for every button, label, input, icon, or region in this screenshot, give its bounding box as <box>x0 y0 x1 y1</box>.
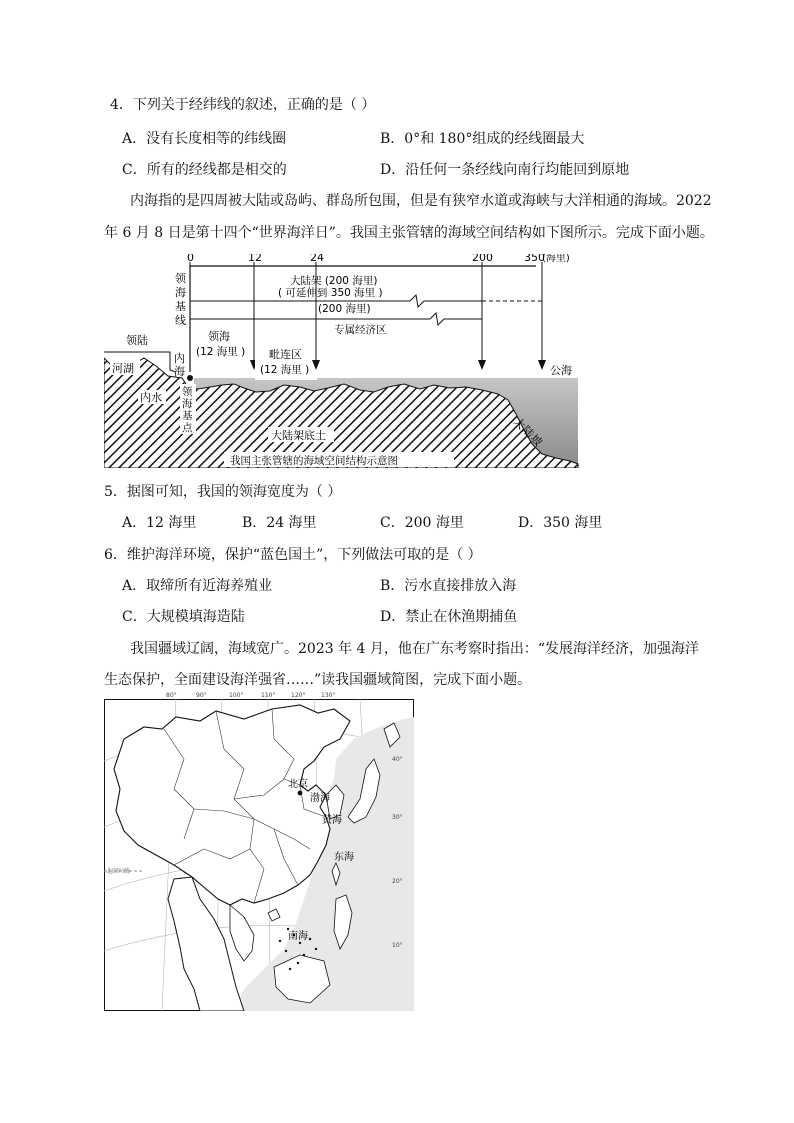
tick-label-12: 12 <box>248 254 262 264</box>
lon-label-110-top: 110° <box>261 692 276 699</box>
q4-option-a: A．没有长度相等的纬线圈 <box>122 131 287 147</box>
tick-label-350: 350 <box>524 254 545 264</box>
q6-option-b: B．污水直接排放入海 <box>380 578 517 594</box>
slope-char-1: 大 <box>510 414 528 432</box>
figure1-caption: 我国主张管辖的海域空间结构示意图 <box>230 455 398 467</box>
lon-label-80-top: 80° <box>166 692 177 699</box>
lat-30: 30° <box>392 814 403 821</box>
inner-water-label: 内水 <box>140 391 162 404</box>
shelf-break <box>410 295 424 307</box>
baseline-char-2: 海 <box>175 286 186 299</box>
lon-label-120-top: 120° <box>291 692 306 699</box>
lon-100 <box>228 699 242 700</box>
slope-char-3: 坡 <box>527 431 545 449</box>
nanhai-label: 南海 <box>288 931 308 942</box>
basepoint-char-2: 海 <box>182 398 193 410</box>
shelf-label: 大陆架 (200 海里) <box>290 275 378 287</box>
tick-label-0: 0 <box>187 254 194 264</box>
q4-option-d: D．沿任何一条经线向南行均能回到原地 <box>380 162 630 178</box>
intro1-line1: 内海指的是四周被大陆或岛屿、群岛所包围，但是有狭窄水道或海峡与大洋相通的海域。2022 <box>130 193 712 209</box>
q5-option-c: C．200 海里 <box>380 515 464 531</box>
q6-option-c: C．大规模填海造陆 <box>122 609 245 625</box>
intro1-line2: 年 6 月 8 日是第十四个“世界海洋日”。我国主张管辖的海域空间结构如下图所示。完成下面小题。 <box>104 225 714 241</box>
contiguous-distance: (12 海里 ) <box>260 364 310 376</box>
q5-option-a: A．12 海里 <box>122 515 197 531</box>
q5-option-d: D．350 海里 <box>518 515 603 531</box>
eez-label: 专属经济区 <box>334 324 387 336</box>
lon-130 <box>318 699 332 700</box>
high-seas-arrowhead <box>538 360 546 370</box>
basepoint-dot <box>187 375 193 381</box>
lat-10: 10° <box>392 942 403 949</box>
q5-stem: 5．据图可知，我国的领海宽度为（ ） <box>104 484 342 500</box>
tropic-label: 北回归线 <box>106 868 131 875</box>
subsoil-label: 大陆架底土 <box>271 429 326 442</box>
q6-option-a: A．取缔所有近海养殖业 <box>122 578 273 594</box>
q6-option-d: D．禁止在休渔期捕鱼 <box>380 609 518 625</box>
slope-char-2: 陆 <box>519 423 537 441</box>
huanghai-label: 黄海 <box>322 815 342 826</box>
intro2-line1: 我国疆域辽阔，海域宽广。2023 年 4 月，他在广东考察时指出：“发展海洋经济，加强海洋 <box>130 641 700 657</box>
tick-label-200: 200 <box>472 254 493 264</box>
beijing-marker <box>298 791 303 796</box>
bohai-label: 渤海 <box>310 793 330 804</box>
land-label: 领陆 <box>126 334 148 347</box>
donghai-label: 东海 <box>334 852 354 863</box>
basepoint-char-1: 领 <box>182 386 193 398</box>
q4-stem: 4．下列关于经纬线的叙述，正确的是（ ） <box>110 97 376 113</box>
lon-label-130-top: 130° <box>321 692 336 699</box>
q5-option-b: B．24 海里 <box>242 515 317 531</box>
lat-20: 20° <box>392 878 403 885</box>
contiguous-label: 毗连区 <box>269 348 302 361</box>
lon-label-90-top: 90° <box>196 692 207 699</box>
baseline-char-3: 基 <box>175 300 186 313</box>
maritime-zones-diagram <box>104 254 580 468</box>
q4-option-b: B．0°和 180°组成的经线圈最大 <box>380 131 585 147</box>
eez-distance: (200 海里) <box>318 303 371 315</box>
inner-sea-char-1: 内 <box>174 352 185 365</box>
high-seas-label: 公海 <box>550 364 572 377</box>
territorial-label: 领海 <box>208 330 230 343</box>
shelf-extend-label: ( 可延伸到 350 海里 ) <box>278 287 383 299</box>
q6-stem: 6．维护海洋环境，保护“蓝色国土”，下列做法可取的是（ ） <box>104 547 482 563</box>
baseline-char-1: 领 <box>175 272 186 285</box>
inner-sea-char-2: 海 <box>174 365 185 378</box>
china-territory-map <box>104 699 414 1011</box>
river-lake-label: 河湖 <box>112 362 134 375</box>
lat-40: 40° <box>392 756 403 763</box>
basepoint-char-4: 点 <box>182 422 193 434</box>
eez-arrowhead <box>478 360 486 370</box>
basepoint-char-3: 基 <box>182 410 193 422</box>
baseline-char-4: 线 <box>175 314 186 327</box>
eez-break <box>430 313 444 325</box>
tick-label-24: 24 <box>310 254 324 264</box>
intro2-line2: 生态保护，全面建设海洋强省……”读我国疆域简图，完成下面小题。 <box>104 672 532 688</box>
beijing-label: 北京 <box>288 779 308 790</box>
lon-80 <box>166 699 177 700</box>
territorial-distance: (12 海里 ) <box>196 346 246 358</box>
lon-label-100-top: 100° <box>229 692 244 699</box>
lon-120 <box>290 699 304 700</box>
unit-label: (海里) <box>542 254 570 264</box>
lon-90 <box>196 699 207 700</box>
lon-110 <box>260 699 274 700</box>
q4-option-c: C．所有的经线都是相交的 <box>122 162 287 178</box>
